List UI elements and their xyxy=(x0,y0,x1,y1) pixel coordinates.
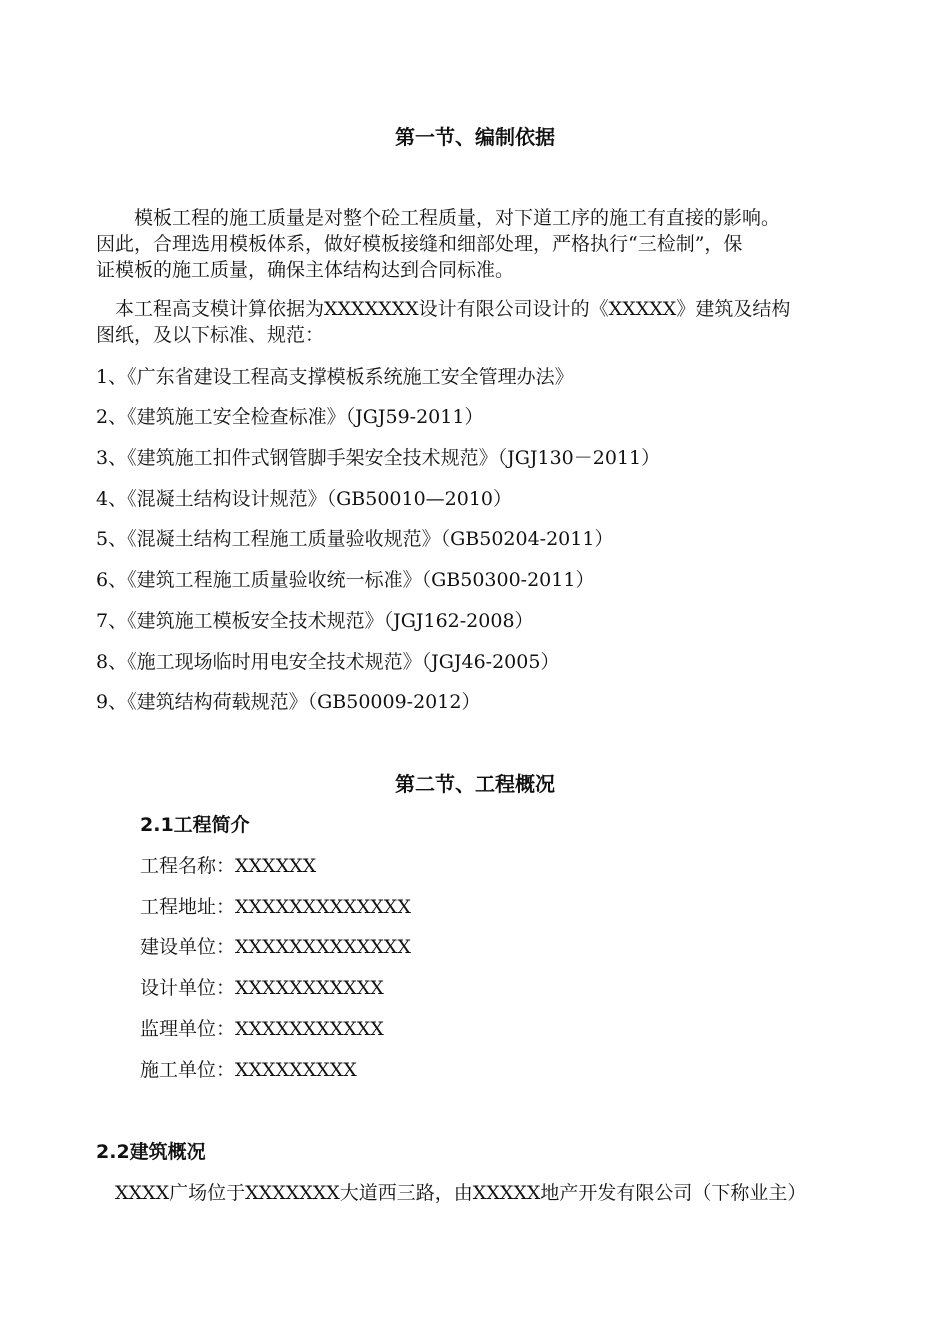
building-overview-paragraph xyxy=(96,1180,896,1206)
standard-item: 4、《混凝土结构设计规范》（GB50010—2010） xyxy=(96,488,513,510)
paragraph-line: 模板工程的施工质量是对整个砼工程质量，对下道工序的施工有直接的影响。 xyxy=(96,207,781,229)
paragraph-line: 证模板的施工质量，确保主体结构达到合同标准。 xyxy=(96,259,515,281)
intro-paragraph xyxy=(96,205,896,283)
standard-item: 5、《混凝土结构工程施工质量验收规范》（GB50204-2011） xyxy=(96,528,614,550)
info-row-project-address: 工程地址：XXXXXXXXXXXXX xyxy=(140,896,411,918)
standard-item: 3、《建筑施工扣件式钢管脚手架安全技术规范》（JGJ130－2011） xyxy=(96,447,661,469)
paragraph-line: 图纸，及以下标准、规范： xyxy=(96,324,325,346)
paragraph-line: 本工程高支模计算依据为XXXXXXX设计有限公司设计的《XXXXX》建筑及结构 xyxy=(96,298,791,320)
standard-item: 6、《建筑工程施工质量验收统一标准》（GB50300-2011） xyxy=(96,569,595,591)
paragraph-line: 因此，合理选用模板体系，做好模板接缝和细部处理，严格执行“三检制”，保 xyxy=(96,233,743,255)
standard-item: 7、《建筑施工模板安全技术规范》（JGJ162-2008） xyxy=(96,610,534,632)
section-2-title: 第二节、工程概况 xyxy=(395,772,555,796)
info-row-contractor: 施工单位：XXXXXXXXX xyxy=(140,1059,357,1081)
section-1-title: 第一节、编制依据 xyxy=(395,125,555,149)
subsection-2-2-title: 2.2建筑概况 xyxy=(96,1141,206,1163)
info-row-supervisor: 监理单位：XXXXXXXXXXX xyxy=(140,1018,384,1040)
info-row-owner: 建设单位：XXXXXXXXXXXXX xyxy=(140,936,411,958)
standard-item: 1、《广东省建设工程高支撑模板系统施工安全管理办法》 xyxy=(96,366,574,388)
subsection-2-1-title: 2.1工程简介 xyxy=(140,814,250,836)
standard-item: 9、《建筑结构荷载规范》（GB50009-2012） xyxy=(96,691,481,713)
standard-item: 2、《建筑施工安全检查标准》（JGJ59-2011） xyxy=(96,406,484,428)
info-row-project-name: 工程名称：XXXXXX xyxy=(140,855,317,877)
basis-paragraph xyxy=(96,296,896,348)
standard-item: 8、《施工现场临时用电安全技术规范》（JGJ46-2005） xyxy=(96,651,560,673)
paragraph-line: XXXX广场位于XXXXXXX大道西三路，由XXXXX地产开发有限公司（下称业主） xyxy=(96,1182,807,1204)
info-row-designer: 设计单位：XXXXXXXXXXX xyxy=(140,977,384,999)
